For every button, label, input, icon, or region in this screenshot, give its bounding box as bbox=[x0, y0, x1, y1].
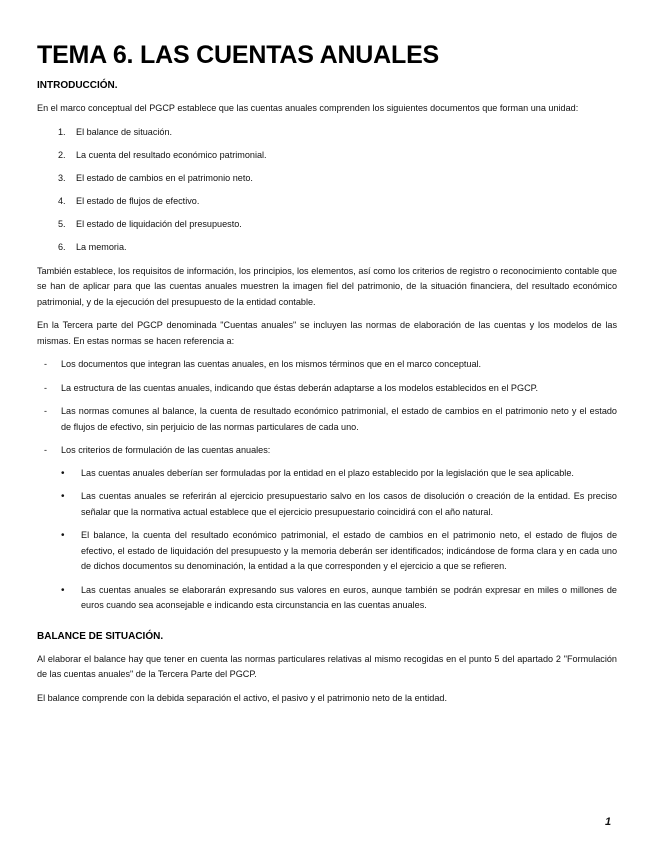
third-part-paragraph: En la Tercera parte del PGCP denominada "Cuentas anuales" se incluyen las normas de elaboración de las cuentas y los modelos de las mismas. En estas normas se hacen referencia a: bbox=[37, 320, 617, 346]
list-item-number: 4. bbox=[58, 196, 66, 207]
list-item-text: La cuenta del resultado económico patrimonial. bbox=[76, 149, 267, 160]
list-item-text: Los documentos que integran las cuentas anuales, en los mismos términos que en el marco conceptual. bbox=[61, 359, 482, 370]
list-item-text: El estado de flujos de efectivo. bbox=[76, 196, 200, 207]
balance-heading: BALANCE DE SITUACIÓN. bbox=[37, 630, 164, 642]
list-item-number: 2. bbox=[58, 149, 66, 160]
list-item-text: El balance de situación. bbox=[76, 126, 173, 137]
list-item-number: 5. bbox=[58, 219, 66, 230]
list-item-text: La memoria. bbox=[76, 242, 127, 253]
list-item-text: Las normas comunes al balance, la cuenta de resultado económico patrimonial, el estado de cambios en el patrimonio neto y el estado de flujos de efectivo, sin perjuicio de las normas particulares de cada uno. bbox=[61, 406, 617, 432]
page-title: TEMA 6. LAS CUENTAS ANUALES bbox=[37, 41, 440, 69]
page-content bbox=[37, 40, 617, 714]
dash-bullet: - bbox=[44, 445, 47, 456]
criteria-list bbox=[61, 466, 617, 614]
list-item-text: Las cuentas anuales deberían ser formuladas por la entidad en el plazo establecido por la legislación que le sea aplicable. bbox=[81, 467, 574, 478]
list-item-text: El estado de liquidación del presupuesto. bbox=[76, 219, 242, 230]
dot-bullet: • bbox=[61, 491, 65, 503]
requirements-paragraph: También establece, los requisitos de información, los principios, los elementos, así como los criterios de registro o reconocimiento contable que se han de aplicar para que las cuentas anuales muestren la imagen fiel del patrimonio, de la situación financiera, del resultado económico patrimonial, y de la ejecución del presupuesto de la entidad contable. bbox=[37, 265, 617, 307]
list-item bbox=[61, 466, 617, 482]
list-item-text: Las cuentas anuales se referirán al ejercicio presupuestario salvo en los casos de disolución o creación de la entidad. Es preciso señalar que la normativa actual establece que el ejercicio presupuestario coincidirá con el año natural. bbox=[81, 491, 617, 517]
dash-bullet: - bbox=[44, 406, 47, 417]
list-item-text: Los criterios de formulación de las cuentas anuales: bbox=[61, 445, 271, 456]
dot-bullet: • bbox=[61, 530, 65, 542]
list-item bbox=[37, 240, 617, 256]
list-item bbox=[37, 194, 617, 210]
list-item bbox=[61, 583, 617, 614]
list-item bbox=[37, 125, 617, 141]
list-item-text: El balance, la cuenta del resultado económico patrimonial, el estado de cambios en el patrimonio neto, el estado de flujos de efectivo, el estado de liquidación del presupuesto y la memoria deberán ser identificados; indicándose de forma clara y en cada uno de dichos documentos su denominación, la entidad a la que corresponden y el ejercicio a que se refieren. bbox=[81, 530, 617, 572]
list-item bbox=[61, 489, 617, 520]
balance-paragraph-1: Al elaborar el balance hay que tener en cuenta las normas particulares relativas al mismo recogidas en el punto 5 del apartado 2 "Formulación de las cuentas anuales" de la Tercera Parte del PGCP. bbox=[37, 653, 617, 680]
dot-bullet: • bbox=[61, 467, 65, 479]
dash-bullet: - bbox=[44, 359, 47, 370]
intro-heading: INTRODUCCIÓN. bbox=[37, 80, 118, 91]
list-item bbox=[37, 381, 617, 397]
list-item-number: 1. bbox=[58, 126, 66, 137]
list-item bbox=[61, 528, 617, 575]
references-list bbox=[37, 357, 617, 622]
list-item-number: 3. bbox=[58, 172, 66, 183]
list-item bbox=[37, 171, 617, 187]
dash-bullet: - bbox=[44, 382, 47, 393]
list-item bbox=[37, 443, 617, 622]
list-item bbox=[37, 217, 617, 233]
list-item-text: La estructura de las cuentas anuales, indicando que éstas deberán adaptarse a los modelos establecidos en el PGCP. bbox=[61, 382, 539, 393]
list-item bbox=[37, 148, 617, 164]
documents-list bbox=[37, 125, 617, 256]
intro-paragraph: En el marco conceptual del PGCP establece que las cuentas anuales comprenden los siguientes documentos que forman una unidad: bbox=[37, 103, 579, 113]
page-number: 1 bbox=[605, 816, 612, 828]
dot-bullet: • bbox=[61, 584, 65, 596]
list-item bbox=[37, 357, 617, 373]
list-item-text: El estado de cambios en el patrimonio neto. bbox=[76, 172, 253, 183]
list-item bbox=[37, 404, 617, 435]
list-item-text: Las cuentas anuales se elaborarán expresando sus valores en euros, aunque también se podrán expresar en miles o millones de euros cuando sea aconsejable e indicando esta circunstancia en las cuentas anuales. bbox=[81, 584, 617, 611]
balance-paragraph-2: El balance comprende con la debida separación el activo, el pasivo y el patrimonio neto de la entidad. bbox=[37, 692, 447, 703]
list-item-number: 6. bbox=[58, 242, 66, 253]
